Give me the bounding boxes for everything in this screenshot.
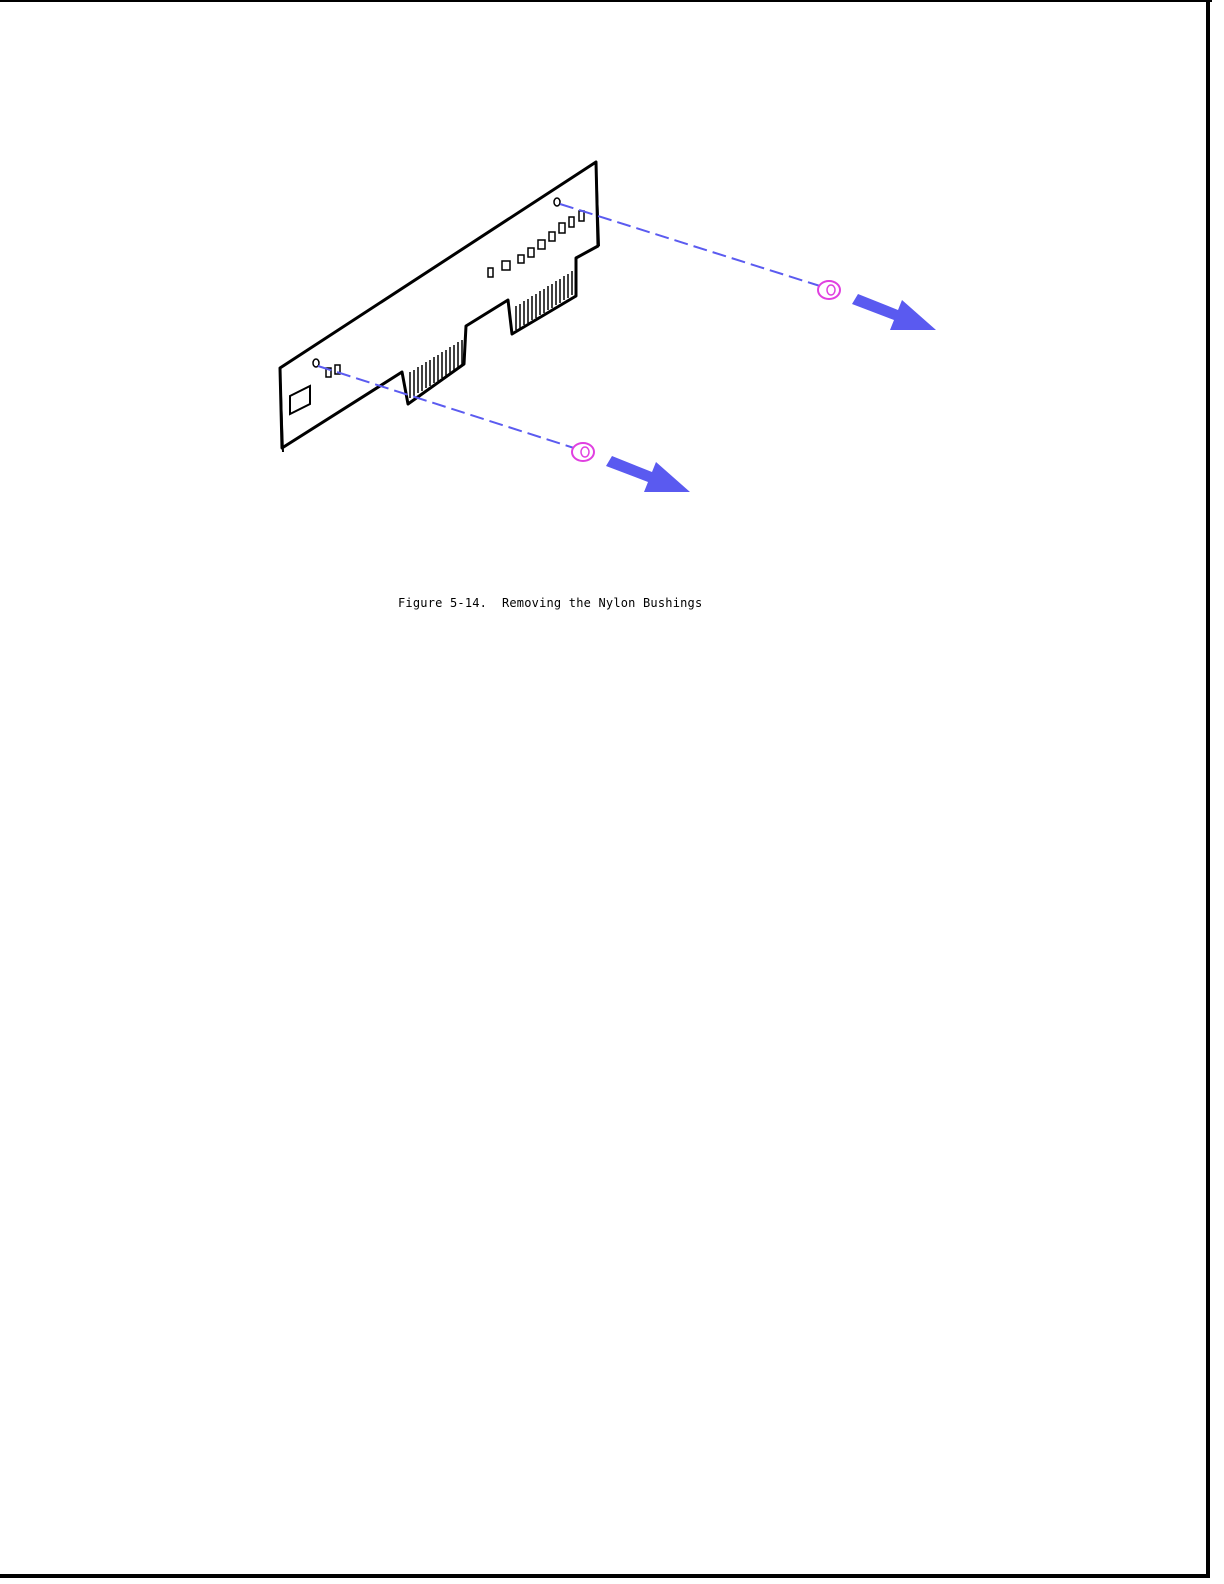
circuit-board-icon [280,162,599,452]
removal-arrow-icon [852,294,936,330]
removal-arrow-icon [606,456,690,492]
figure-illustration [0,0,1224,640]
nylon-bushing-icon [818,281,840,299]
page-border-bottom [0,1574,1210,1578]
nylon-bushing-icon [572,443,594,461]
figure-caption: Figure 5-14. Removing the Nylon Bushings [398,596,703,610]
